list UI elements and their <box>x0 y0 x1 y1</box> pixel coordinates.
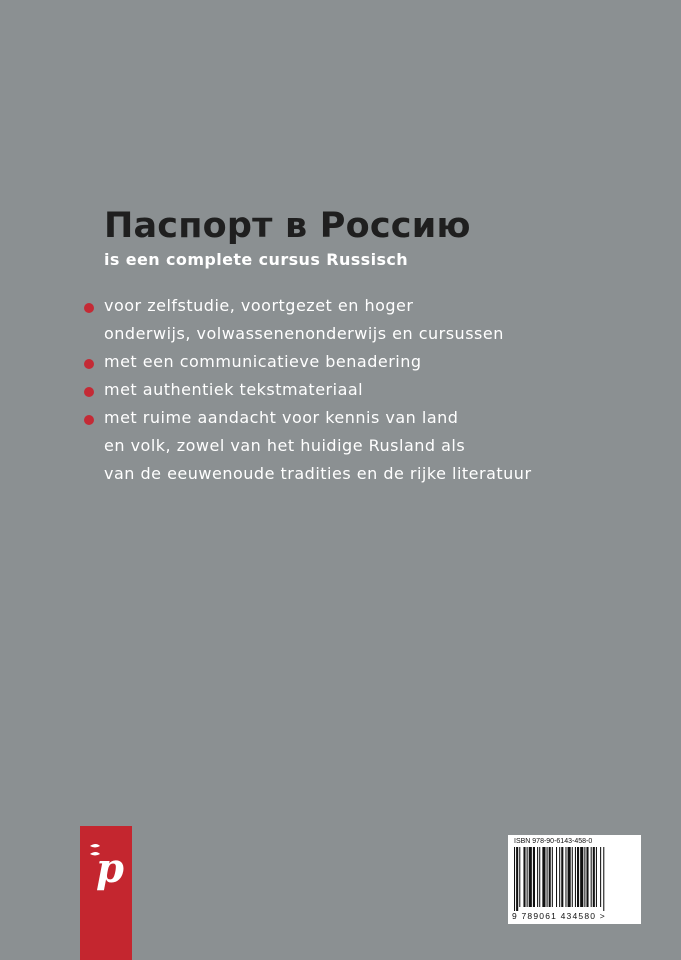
barcode-bar <box>533 847 535 907</box>
barcode-bar <box>552 847 553 907</box>
feature-line: onderwijs, volwassenenonderwijs en cursussen <box>104 324 504 343</box>
barcode-bar <box>568 847 571 907</box>
barcode-bar <box>593 847 595 907</box>
feature-line: met ruime aandacht voor kennis van land <box>104 408 459 427</box>
barcode-bar <box>514 847 515 911</box>
barcode-bar <box>516 847 518 911</box>
barcode-bar <box>559 847 560 907</box>
feature-line: met een communicatieve benadering <box>104 352 422 371</box>
barcode-bar <box>549 847 551 907</box>
barcode-bar <box>600 847 601 907</box>
barcode-bar <box>596 847 597 907</box>
barcode-bars <box>514 847 635 911</box>
book-title: Паспорт в Россию <box>104 206 471 246</box>
publisher-logo <box>80 826 132 960</box>
barcode-bar <box>580 847 583 907</box>
isbn-label: ISBN 978-90-6143-458-0 <box>514 838 593 845</box>
feature-item <box>84 292 532 348</box>
feature-line: en volk, zowel van het huidige Rusland als <box>104 436 466 455</box>
barcode-bar <box>527 847 528 907</box>
barcode-bar <box>572 847 573 907</box>
barcode-bar <box>603 847 604 911</box>
barcode-bar <box>542 847 545 907</box>
barcode-bar <box>519 847 520 907</box>
bullet-dot-icon <box>84 387 94 397</box>
barcode-bar <box>537 847 538 907</box>
feature-item <box>84 348 532 376</box>
barcode-bar <box>591 847 592 907</box>
barcode-bar <box>561 847 563 907</box>
barcode-bar <box>529 847 532 907</box>
barcode-bar <box>547 847 548 907</box>
barcode-bar <box>565 847 566 907</box>
book-subtitle: is een complete cursus Russisch <box>104 250 409 269</box>
barcode-digits: 9 789061 434580 > <box>512 911 606 921</box>
barcode-bar <box>539 847 540 907</box>
feature-list <box>84 292 532 488</box>
barcode-bar <box>575 847 576 907</box>
feature-item <box>84 376 532 404</box>
bullet-dot-icon <box>84 303 94 313</box>
barcode-bar <box>584 847 585 907</box>
barcode-box <box>508 835 641 924</box>
feature-item <box>84 404 532 488</box>
barcode-bar <box>586 847 588 907</box>
bullet-dot-icon <box>84 359 94 369</box>
bullet-dot-icon <box>84 415 94 425</box>
barcode-bar <box>577 847 579 907</box>
feature-line: met authentiek tekstmateriaal <box>104 380 364 399</box>
publisher-p-logo-icon <box>84 838 128 898</box>
feature-line: voor zelfstudie, voortgezet en hoger <box>104 296 414 315</box>
barcode-bar <box>523 847 525 907</box>
publisher-logo-letter: p <box>96 845 124 892</box>
feature-line: van de eeuwenoude tradities en de rijke literatuur <box>104 464 532 483</box>
barcode-bar <box>556 847 557 907</box>
